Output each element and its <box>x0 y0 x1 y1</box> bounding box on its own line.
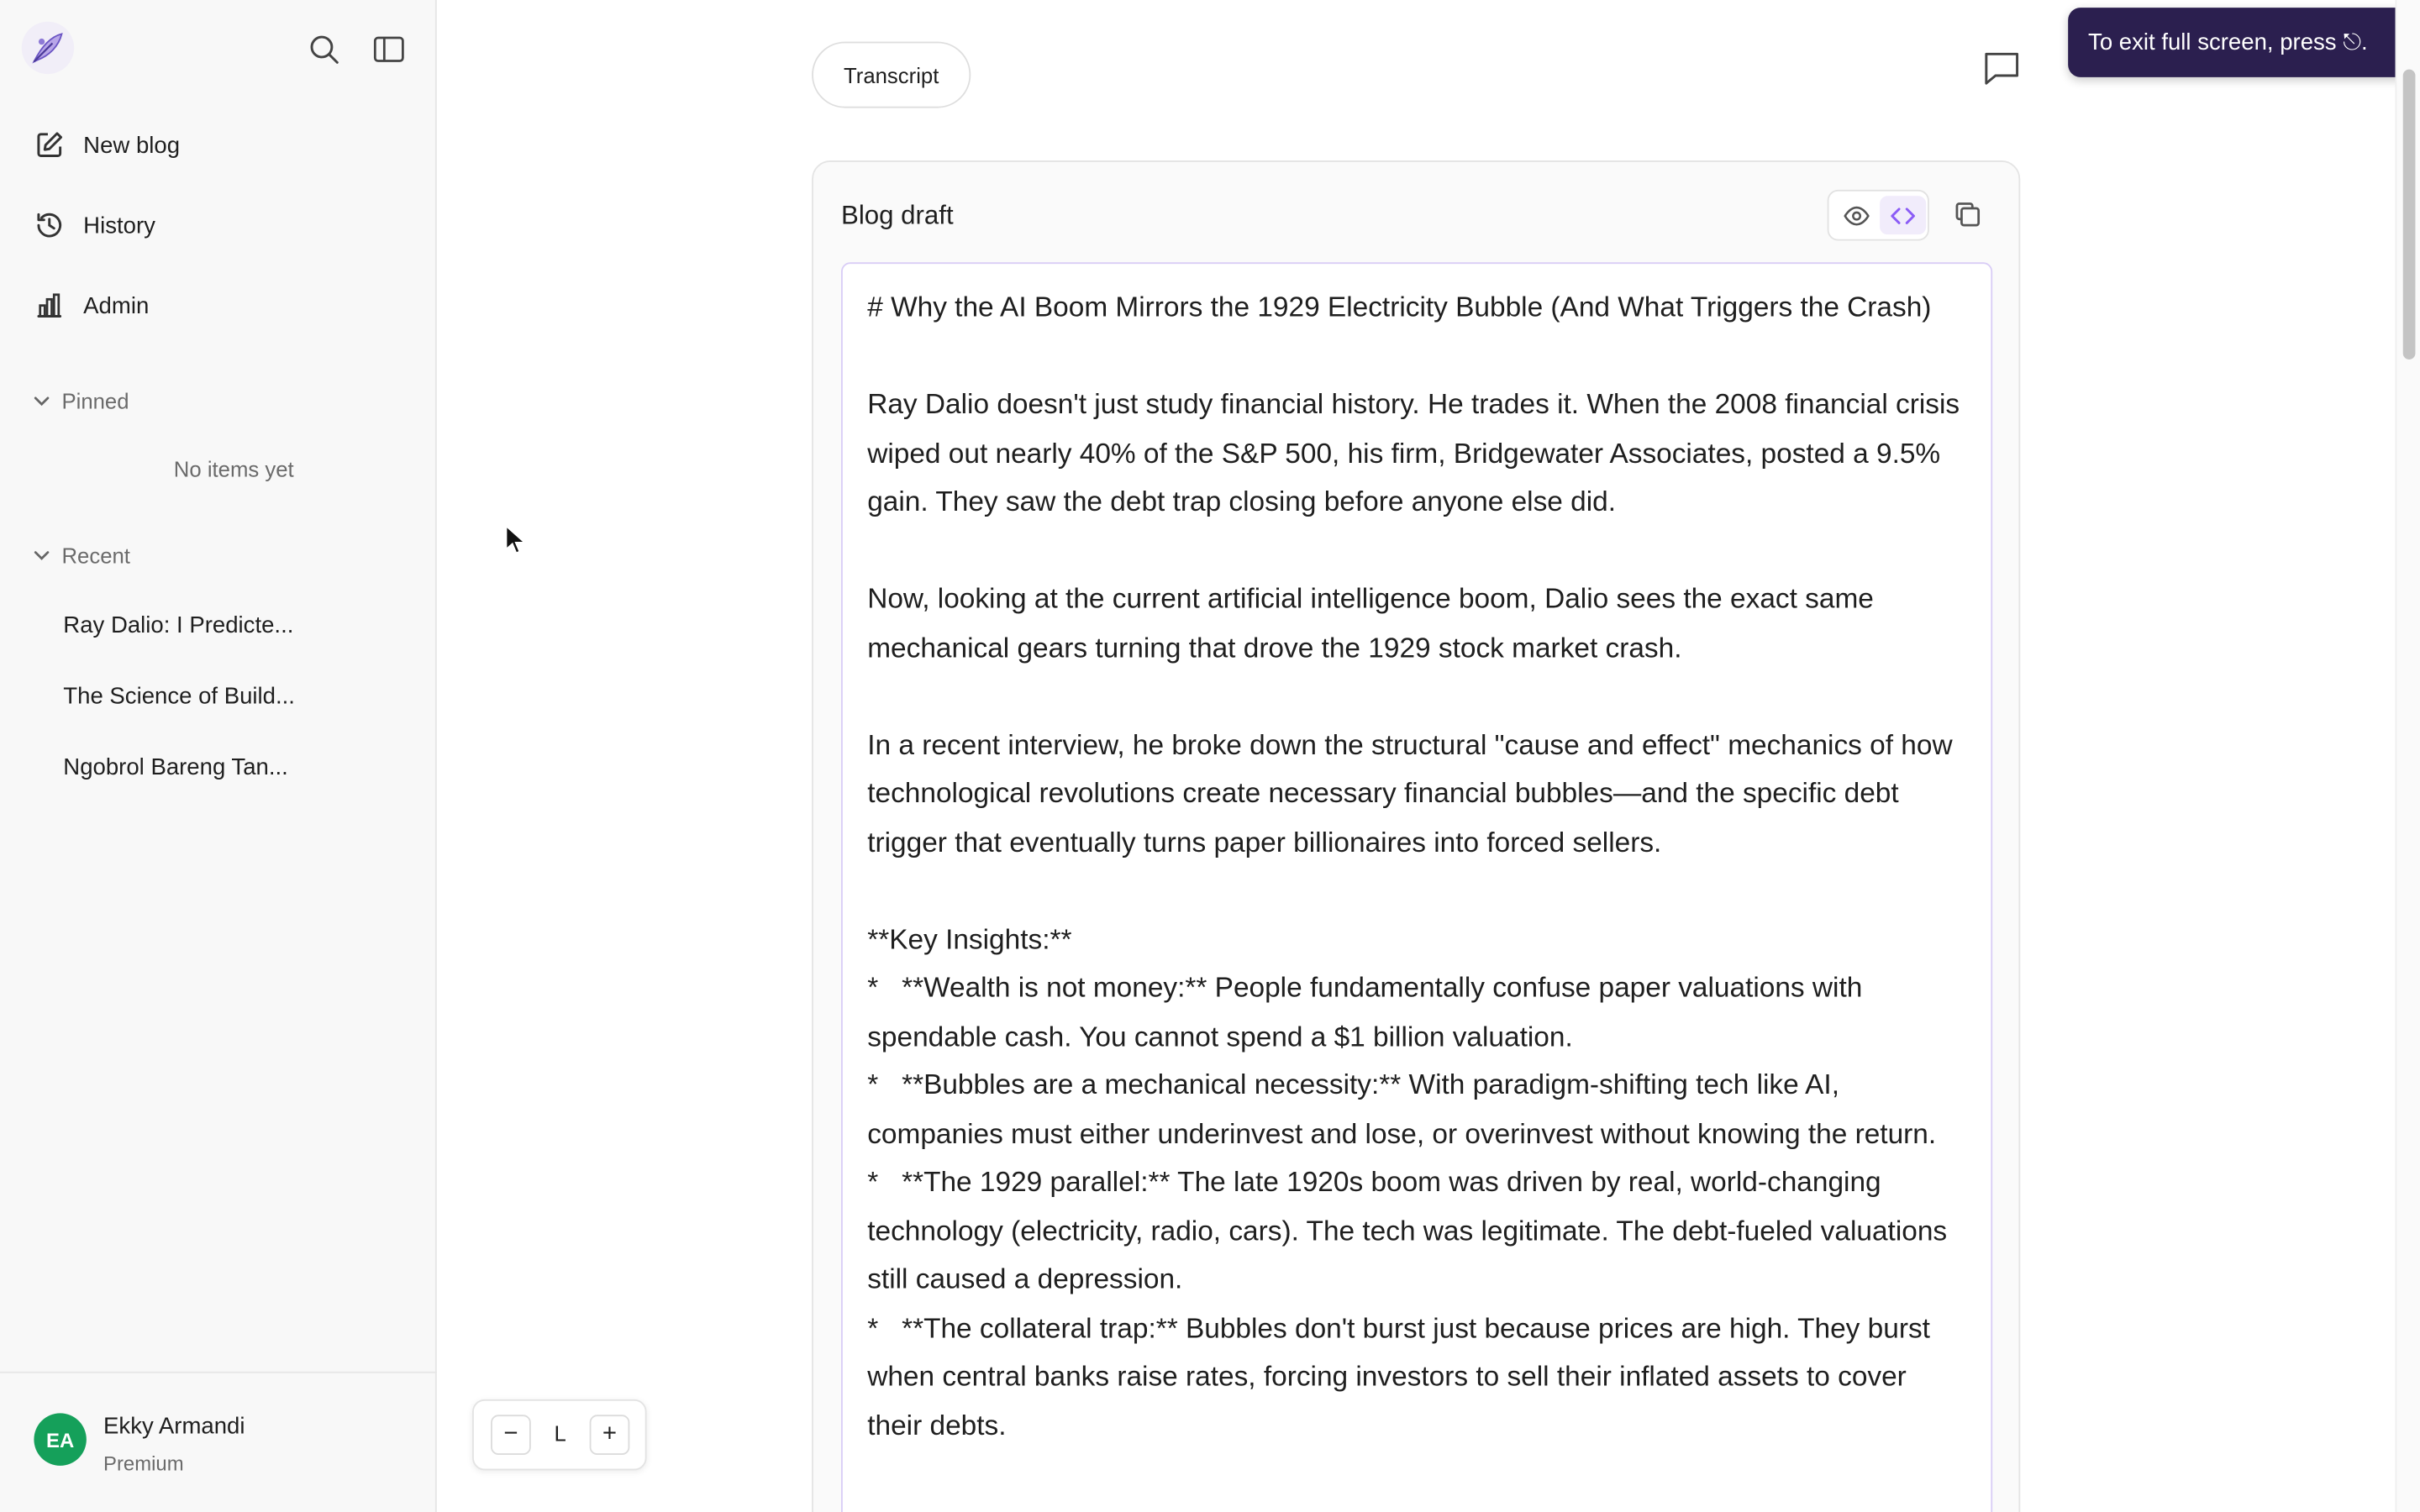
editor-blank-line <box>867 333 1966 381</box>
nav-new-blog[interactable] <box>34 129 180 160</box>
page-scrollbar[interactable] <box>2396 0 2420 1512</box>
transcript-button[interactable]: Transcript <box>812 42 971 108</box>
editor-line: * **Wealth is not money:** People fundamentally confuse paper valuations with spendable cash. You cannot spend a $1 billion valuation. <box>867 972 1870 1052</box>
editor-line: * **The collateral trap:** Bubbles don't burst just because prices are high. They burst when central banks raise rates, forcing investors to sell their inflated assets to cover their debts. <box>867 1312 1939 1441</box>
recent-item[interactable]: Ray Dalio: I Predicte... <box>63 612 294 639</box>
bar-chart-icon <box>34 290 65 321</box>
user-name: Ekky Armandi <box>103 1413 245 1440</box>
editor-blank-line <box>867 527 1966 575</box>
chevron-down-icon <box>31 544 53 566</box>
editor-blank-line <box>867 673 1966 722</box>
fullscreen-toast: To exit full screen, press ⎋. <box>2068 8 2413 77</box>
code-icon <box>1889 202 1917 229</box>
recent-item[interactable]: The Science of Build... <box>63 683 295 710</box>
markdown-editor[interactable] <box>841 262 1992 1512</box>
feather-logo-icon <box>28 28 68 68</box>
history-icon <box>34 210 65 241</box>
avatar: EA <box>34 1413 86 1465</box>
blog-draft-card <box>812 160 2020 1512</box>
edit-icon <box>34 129 65 160</box>
mouse-pointer-icon <box>505 524 527 555</box>
pinned-label: Pinned <box>61 388 129 414</box>
editor-line: * **Bubbles are a mechanical necessity:** With paradigm-shifting tech like AI, companies must either underinvest and lose, or overinvest without knowing the return. <box>867 1068 1937 1149</box>
pinned-section-toggle[interactable] <box>31 389 129 413</box>
eye-icon <box>1843 202 1870 229</box>
editor-line: * **The 1929 parallel:** The late 1920s boom was driven by real, world-changing technology (electricity, radio, cars). The tech was legitimate. The debt-fueled valuations still caused a depression. <box>867 1166 1955 1294</box>
text-size-value: L <box>554 1420 566 1446</box>
decrease-size-button[interactable]: − <box>491 1415 531 1455</box>
preview-mode-button[interactable] <box>1833 196 1880 234</box>
scrollbar-thumb[interactable] <box>2403 70 2416 360</box>
nav-label: Admin <box>83 292 150 319</box>
editor-line: In a recent interview, he broke down the structural "cause and effect" mechanics of how technological revolutions create necessary financial bubbles—and the specific debt trigger that eventually turns paper billionaires into forced sellers. <box>867 728 1960 858</box>
code-mode-button[interactable] <box>1880 196 1926 234</box>
user-plan: Premium <box>103 1452 184 1475</box>
recent-item[interactable]: Ngobrol Bareng Tan... <box>63 754 288 781</box>
increase-size-button[interactable]: + <box>590 1415 630 1455</box>
nav-admin[interactable] <box>34 290 149 321</box>
editor-line: Ray Dalio doesn't just study financial history. He trades it. When the 2008 financial crisis wiped out nearly 40% of the S&P 500, his firm, Bridgewater Associates, posted a 9.5% gain. They saw the debt trap closing before anyone else did. <box>867 388 1968 517</box>
nav-label: New blog <box>83 132 181 159</box>
sidebar <box>0 0 437 1512</box>
editor-blank-line <box>867 867 1966 916</box>
recent-label: Recent <box>61 543 130 568</box>
editor-line: Now, looking at the current artificial intelligence boom, Dalio sees the exact same mechanical gears turning that drove the 1929 stock market crash. <box>867 583 1882 663</box>
user-profile[interactable] <box>0 1372 437 1512</box>
copy-icon[interactable] <box>1952 199 1983 230</box>
search-icon[interactable] <box>308 33 341 66</box>
text-size-control <box>472 1399 647 1470</box>
app-logo[interactable] <box>22 22 74 74</box>
recent-section-toggle[interactable] <box>31 543 130 568</box>
pinned-empty-note: No items yet <box>173 456 294 482</box>
chevron-down-icon <box>31 391 53 412</box>
comment-icon[interactable] <box>1981 48 2022 88</box>
nav-history[interactable] <box>34 210 155 241</box>
editor-line: # Why the AI Boom Mirrors the 1929 Electricity Bubble (And What Triggers the Crash) <box>867 291 1932 323</box>
view-mode-toggle <box>1828 190 1929 241</box>
sidebar-toggle-icon[interactable] <box>372 33 406 66</box>
editor-line: **Key Insights:** <box>867 923 1072 954</box>
card-title: Blog draft <box>841 200 954 230</box>
nav-label: History <box>83 212 155 239</box>
